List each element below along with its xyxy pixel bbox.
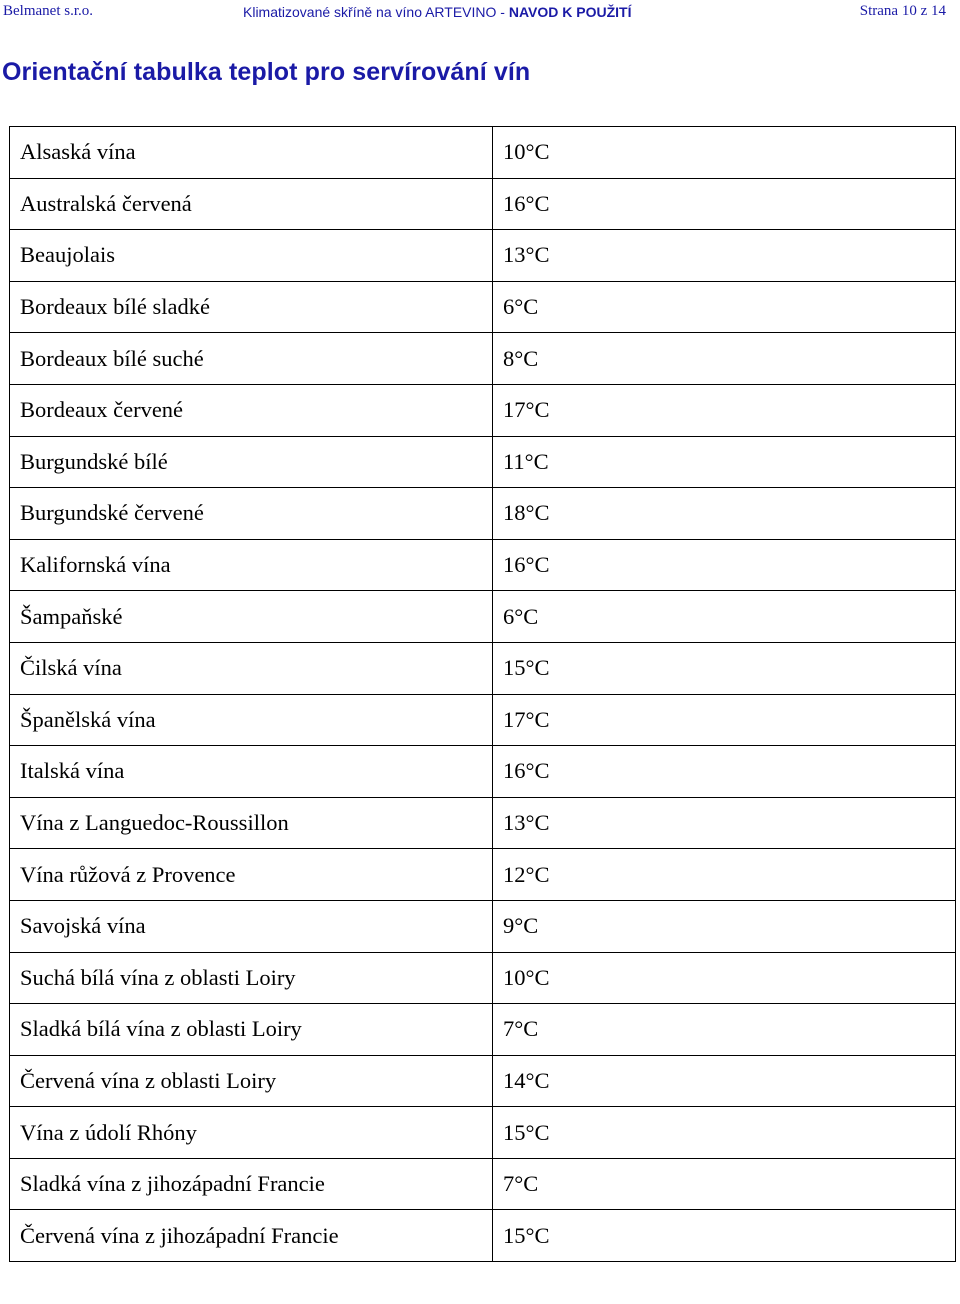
temperature-cell: 7°C — [493, 1004, 956, 1056]
wine-name-cell: Bordeaux bílé suché — [10, 333, 493, 385]
table-row — [10, 746, 956, 798]
temperature-cell: 17°C — [493, 694, 956, 746]
temperature-cell: 15°C — [493, 1210, 956, 1262]
temperature-cell: 16°C — [493, 178, 956, 230]
wine-name-cell: Vína růžová z Provence — [10, 849, 493, 901]
wine-name-cell: Bordeaux červené — [10, 384, 493, 436]
wine-name-cell: Čilská vína — [10, 642, 493, 694]
table-row — [10, 1158, 956, 1210]
wine-name-cell: Suchá bílá vína z oblasti Loiry — [10, 952, 493, 1004]
table-row — [10, 384, 956, 436]
serving-temperature-table — [9, 126, 956, 1262]
wine-name-cell: Italská vína — [10, 746, 493, 798]
document-title — [243, 4, 632, 20]
temperature-cell: 8°C — [493, 333, 956, 385]
wine-name-cell: Beaujolais — [10, 230, 493, 282]
table-row — [10, 539, 956, 591]
wine-name-cell: Vína z údolí Rhóny — [10, 1107, 493, 1159]
table-row — [10, 1055, 956, 1107]
temperature-cell: 11°C — [493, 436, 956, 488]
page-title: Orientační tabulka teplot pro servírování vín — [2, 58, 531, 86]
wine-name-cell: Australská červená — [10, 178, 493, 230]
table-row — [10, 591, 956, 643]
temperature-cell: 9°C — [493, 900, 956, 952]
table-row — [10, 1107, 956, 1159]
wine-name-cell: Savojská vína — [10, 900, 493, 952]
wine-name-cell: Burgundské červené — [10, 488, 493, 540]
wine-name-cell: Španělská vína — [10, 694, 493, 746]
temperature-cell: 15°C — [493, 1107, 956, 1159]
temperature-cell: 6°C — [493, 591, 956, 643]
temperature-cell: 18°C — [493, 488, 956, 540]
table-row — [10, 952, 956, 1004]
wine-name-cell: Vína z Languedoc-Roussillon — [10, 797, 493, 849]
table-row — [10, 1004, 956, 1056]
page-number: Strana 10 z 14 — [859, 3, 946, 19]
temperature-cell: 14°C — [493, 1055, 956, 1107]
temperature-cell: 6°C — [493, 281, 956, 333]
table-row — [10, 230, 956, 282]
table-row — [10, 436, 956, 488]
wine-name-cell: Sladká vína z jihozápadní Francie — [10, 1158, 493, 1210]
wine-name-cell: Červená vína z oblasti Loiry — [10, 1055, 493, 1107]
temperature-cell: 16°C — [493, 746, 956, 798]
wine-name-cell: Červená vína z jihozápadní Francie — [10, 1210, 493, 1262]
page-header — [0, 3, 960, 23]
document-title-prefix: Klimatizované skříně na víno ARTEVINO - — [243, 4, 505, 20]
temperature-cell: 7°C — [493, 1158, 956, 1210]
document-title-suffix: NAVOD K POUŽITÍ — [508, 4, 632, 20]
temperature-cell: 13°C — [493, 230, 956, 282]
company-name: Belmanet s.r.o. — [3, 3, 93, 19]
wine-name-cell: Sladká bílá vína z oblasti Loiry — [10, 1004, 493, 1056]
wine-name-cell: Bordeaux bílé sladké — [10, 281, 493, 333]
table-row — [10, 849, 956, 901]
temperature-cell: 10°C — [493, 952, 956, 1004]
table-row — [10, 694, 956, 746]
table-row — [10, 797, 956, 849]
wine-name-cell: Alsaská vína — [10, 127, 493, 179]
table-row — [10, 1210, 956, 1262]
temperature-cell: 17°C — [493, 384, 956, 436]
temperature-cell: 10°C — [493, 127, 956, 179]
temperature-cell: 13°C — [493, 797, 956, 849]
table-row — [10, 178, 956, 230]
temperature-cell: 12°C — [493, 849, 956, 901]
wine-name-cell: Šampaňské — [10, 591, 493, 643]
table-row — [10, 333, 956, 385]
wine-name-cell: Kalifornská vína — [10, 539, 493, 591]
table-row — [10, 900, 956, 952]
temperature-cell: 16°C — [493, 539, 956, 591]
wine-name-cell: Burgundské bílé — [10, 436, 493, 488]
temperature-cell: 15°C — [493, 642, 956, 694]
table-body — [10, 127, 956, 1262]
table-row — [10, 642, 956, 694]
table-row — [10, 281, 956, 333]
table-row — [10, 488, 956, 540]
table-row — [10, 127, 956, 179]
